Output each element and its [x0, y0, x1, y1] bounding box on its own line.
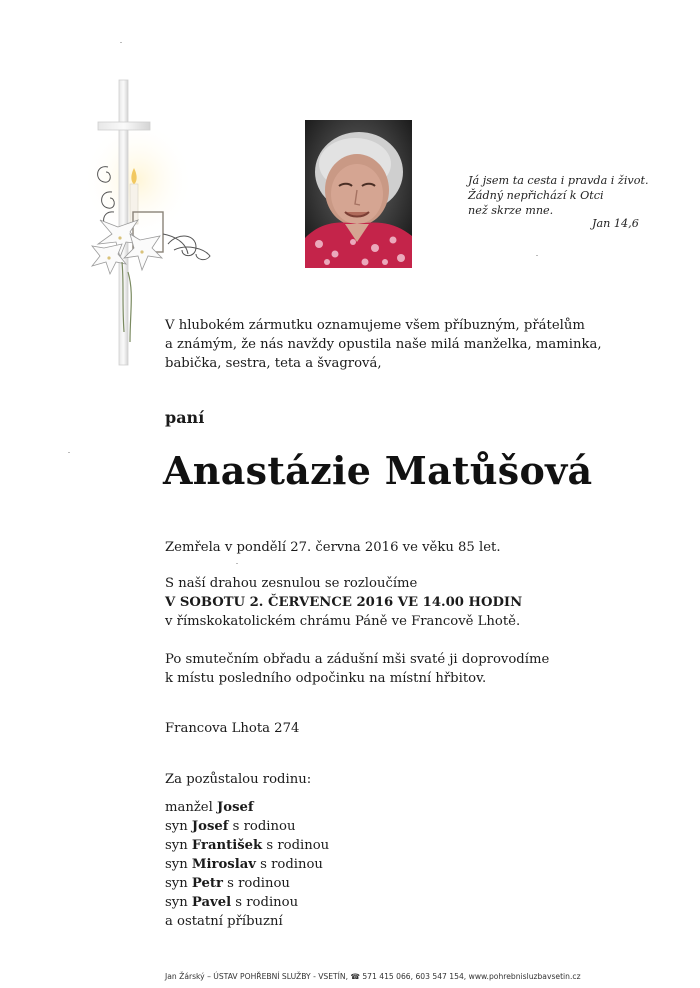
farewell-line: S naší drahou zesnulou se rozloučíme	[165, 576, 418, 591]
phone-icon: ☎	[350, 972, 360, 981]
member-suffix: s rodinou	[232, 819, 296, 834]
footer-website[interactable]: www.pohrebnisluzbavsetin.cz	[468, 972, 581, 981]
after-line: k místu posledního odpočinku na místní hřbitov.	[165, 671, 487, 686]
intro-line: babička, sestra, teta a švagrová,	[165, 356, 382, 371]
scan-speck	[536, 255, 538, 256]
family-heading: Za pozůstalou rodinu:	[165, 772, 312, 787]
footer	[165, 972, 581, 981]
member-name: Miroslav	[191, 857, 256, 872]
scan-speck	[236, 563, 238, 564]
after-ceremony	[165, 650, 549, 688]
member-relation: syn	[165, 857, 188, 872]
scan-speck	[68, 452, 70, 453]
quote-line: než skrze mne.	[468, 204, 554, 217]
quote-line: Já jsem ta cesta i pravda i život.	[468, 174, 649, 187]
farewell-date: V SOBOTU 2. ČERVENCE 2016 VE 14.00 HODIN	[165, 595, 523, 610]
after-line: Po smutečním obřadu a zádušní mši svaté ji doprovodíme	[165, 652, 550, 667]
footer-company: Jan Žárský – ÚSTAV POHŘEBNÍ SLUŽBY - VSETÍN,	[165, 972, 349, 981]
family-section	[165, 770, 329, 931]
death-notice: Zemřela v pondělí 27. června 2016 ve věku 85 let.	[165, 540, 501, 555]
address: Francova Lhota 274	[165, 721, 300, 736]
member-name: Pavel	[191, 895, 232, 910]
footer-phone: 571 415 066, 603 547 154,	[362, 972, 467, 981]
deceased-name: Anastázie Matůšová	[163, 448, 593, 493]
deceased-photo	[305, 120, 412, 268]
member-name: Petr	[191, 876, 223, 891]
salutation: paní	[165, 408, 205, 427]
member-name: František	[191, 838, 263, 853]
intro-paragraph	[165, 316, 602, 373]
family-member	[165, 836, 329, 855]
family-member	[165, 798, 329, 817]
intro-line: V hlubokém zármutku oznamujeme všem příbuzným, přátelům	[165, 318, 585, 333]
member-name: Josef	[191, 819, 229, 834]
member-relation: syn	[165, 838, 188, 853]
member-relation: manžel	[165, 800, 213, 815]
member-suffix: s rodinou	[235, 895, 299, 910]
quote-reference: Jan 14,6	[592, 217, 639, 230]
member-suffix: s rodinou	[266, 838, 330, 853]
member-relation: syn	[165, 895, 188, 910]
family-member	[165, 874, 329, 893]
farewell-section	[165, 574, 522, 631]
quote-line: Žádný nepřichází k Otci	[468, 189, 604, 202]
family-member	[165, 855, 329, 874]
intro-line: a známým, že nás navždy opustila naše milá manželka, maminka,	[165, 337, 602, 352]
farewell-place: v římskokatolickém chrámu Páně ve Francově Lhotě.	[165, 614, 521, 629]
family-member	[165, 817, 329, 836]
scan-speck	[120, 42, 122, 43]
member-suffix: s rodinou	[227, 876, 290, 891]
member-relation: syn	[165, 819, 188, 834]
family-closing: a ostatní příbuzní	[165, 914, 283, 929]
member-suffix: s rodinou	[260, 857, 323, 872]
member-relation: syn	[165, 876, 188, 891]
member-name: Josef	[217, 800, 254, 815]
bible-quote	[468, 173, 658, 218]
family-member	[165, 893, 329, 912]
